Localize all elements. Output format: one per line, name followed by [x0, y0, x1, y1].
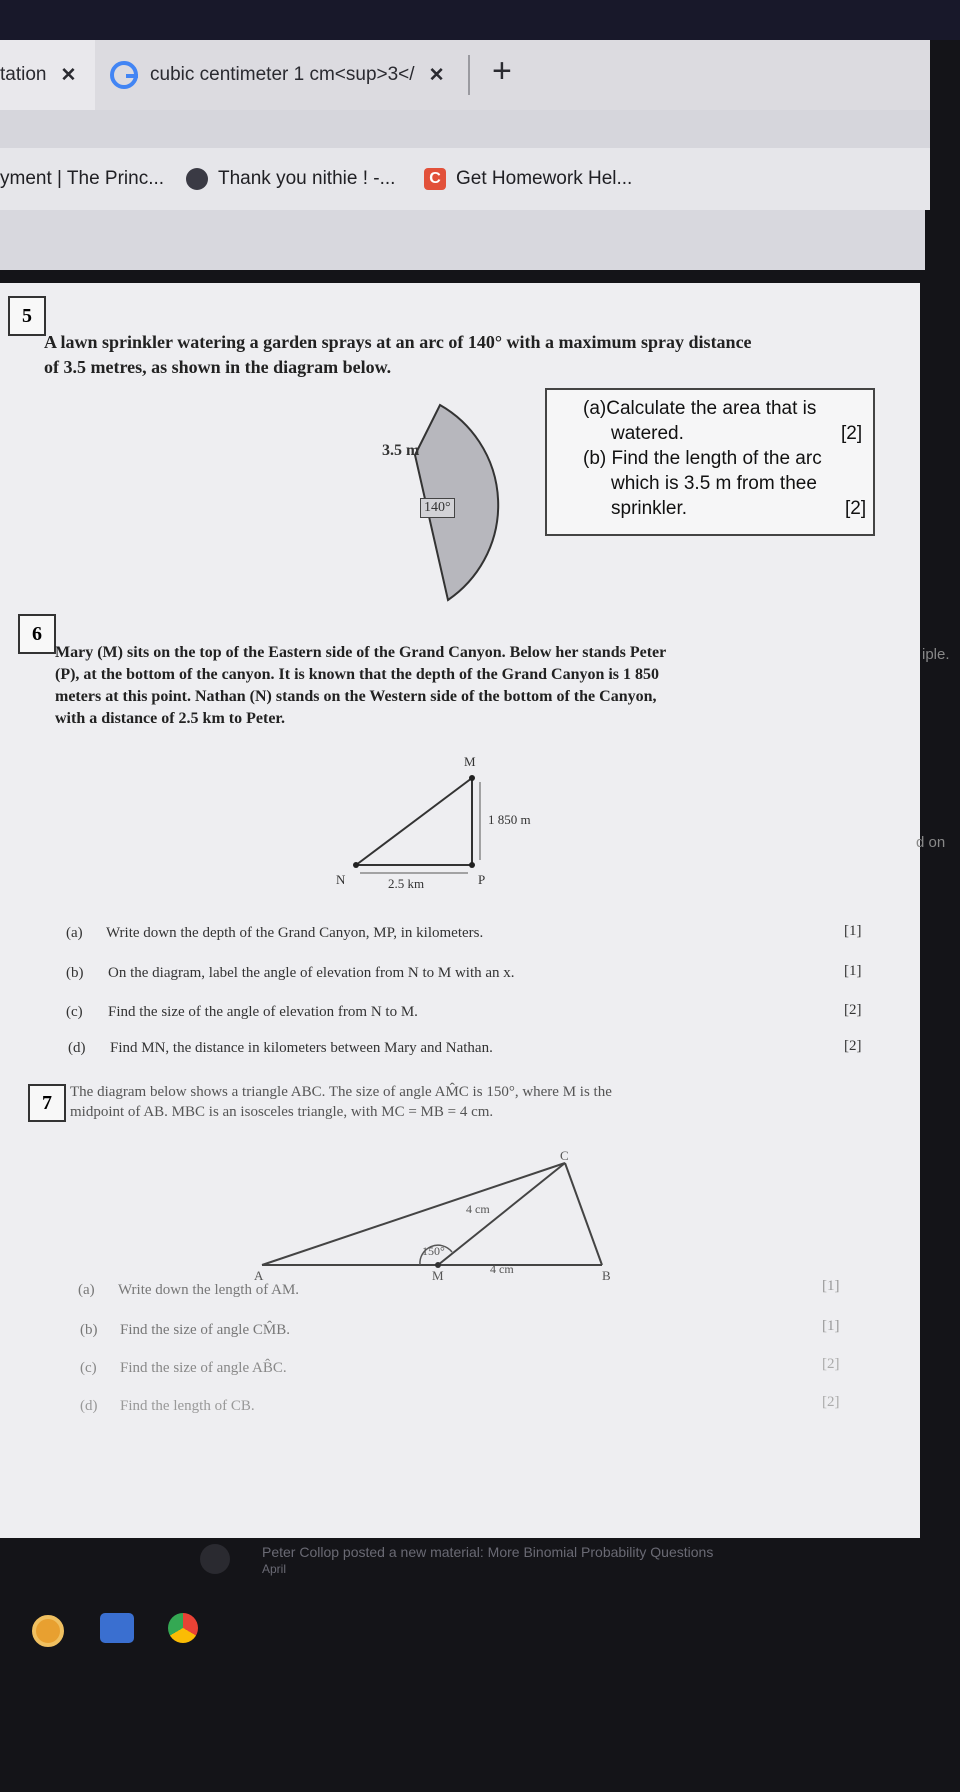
question-5-number: 5: [8, 296, 46, 336]
bookmark-2-label: Thank you nithie ! -...: [218, 168, 396, 189]
q5-part-b-line2: which is 3.5 m from thee: [611, 473, 817, 494]
files-app-icon[interactable]: [100, 1613, 134, 1643]
tab-1-close-icon[interactable]: ✕: [60, 64, 77, 86]
q6-part-d-text: Find MN, the distance in kilometers between Mary and Nathan.: [110, 1040, 493, 1056]
q6-line-4: with a distance of 2.5 km to Peter.: [55, 710, 286, 727]
q7-label-b: B: [602, 1268, 611, 1283]
google-icon: [110, 61, 138, 89]
q7-part-c-text: Find the size of angle AB̂C.: [120, 1360, 287, 1376]
q5-part-a-line2: watered.: [611, 423, 684, 444]
q5-part-b-line3: sprinkler.: [611, 498, 688, 519]
q6-part-a-mark: [1]: [844, 923, 862, 939]
q5-part-b-line1: (b) Find the length of the arc: [583, 448, 822, 469]
q7-part-b-text: Find the size of angle CM̂B.: [120, 1322, 290, 1338]
q5-radius-label: 3.5 m: [382, 442, 420, 459]
bookmark-3-label: Get Homework Hel...: [456, 168, 633, 189]
q7-part-b-mark: [1]: [822, 1318, 840, 1334]
q7-part-d-text: Find the length of CB.: [120, 1398, 255, 1414]
q6-part-b-text: On the diagram, label the angle of elevation from N to M with an x.: [108, 965, 515, 981]
q5-angle-label: 140°: [420, 498, 455, 518]
q6-part-c-text: Find the size of the angle of elevation from N to M.: [108, 1004, 418, 1020]
q6-height-label: 1 850 m: [488, 812, 531, 827]
chrome-icon[interactable]: [168, 1613, 198, 1643]
q7-part-a-mark: [1]: [822, 1278, 840, 1294]
notification-icon: [200, 1544, 230, 1574]
window-top-bar: [0, 0, 960, 40]
q5-part-a-mark: [2]: [841, 423, 863, 444]
q5-question-box: [545, 388, 875, 536]
q7-label-m: M: [432, 1268, 444, 1283]
tab-2-close-icon[interactable]: ✕: [428, 64, 445, 86]
q6-base-label: 2.5 km: [388, 876, 425, 891]
q7-part-a-label: (a): [78, 1282, 95, 1298]
q6-part-c-label: (c): [66, 1004, 83, 1020]
q6-label-n: N: [336, 872, 346, 887]
chegg-icon: C: [424, 168, 446, 190]
q5-line-1: A lawn sprinkler watering a garden sprays at an arc of 140° with a maximum spray distance: [44, 332, 752, 352]
q7-part-a-text: Write down the length of AM.: [118, 1282, 300, 1298]
bookmark-site-icon: [186, 168, 208, 190]
q6-part-a-label: (a): [66, 925, 83, 941]
bookmarks-bar: [0, 148, 930, 210]
side-text-1: iple.: [922, 646, 950, 663]
tab-strip: [0, 40, 930, 110]
q7-part-b-label: (b): [80, 1322, 98, 1338]
launcher-icon[interactable]: [32, 1615, 64, 1647]
tab-1[interactable]: [0, 40, 95, 110]
q6-label-m: M: [464, 754, 476, 769]
q6-label-p: P: [478, 872, 486, 887]
q7-mc-label: 4 cm: [466, 1202, 490, 1216]
q6-part-b-label: (b): [66, 965, 84, 981]
tab-2[interactable]: [110, 40, 470, 110]
side-text-2: d on: [916, 834, 946, 851]
taskbar: [0, 1585, 960, 1792]
toolbar-area: [0, 210, 925, 270]
tab-separator: [468, 55, 470, 95]
q5-part-a-line1: (a)Calculate the area that is: [583, 398, 817, 419]
bookmark-1-label: yment | The Princ...: [0, 168, 165, 189]
q7-part-d-label: (d): [80, 1398, 98, 1414]
q7-mb-label: 4 cm: [490, 1262, 514, 1276]
bookmark-2[interactable]: [186, 168, 395, 190]
tab-1-label: tation: [0, 64, 47, 85]
q5-line-2: of 3.5 metres, as shown in the diagram below.: [44, 357, 392, 377]
tab-2-label: cubic centimeter 1 cm<sup>3</: [150, 64, 415, 85]
notification-text: Peter Collop posted a new material: More Binomial Probability Questions: [262, 1544, 714, 1560]
q7-line-1: The diagram below shows a triangle ABC. The size of angle AM̂C is 150°, where M is the: [70, 1084, 612, 1100]
q7-label-c: C: [560, 1148, 569, 1163]
q6-line-3: meters at this point. Nathan (N) stands on the Western side of the bottom of the Canyon,: [55, 688, 657, 705]
notification-date: April: [262, 1562, 287, 1576]
q7-part-c-label: (c): [80, 1360, 97, 1376]
question-6-number: 6: [18, 614, 56, 654]
bookmark-3[interactable]: [424, 168, 632, 190]
sprinkler-sector-diagram: [370, 395, 540, 615]
q6-part-d-label: (d): [68, 1040, 86, 1056]
q6-part-a-text: Write down the depth of the Grand Canyon, MP, in kilometers.: [106, 925, 484, 941]
question-7-number: 7: [28, 1084, 66, 1122]
q7-label-a: A: [254, 1268, 264, 1283]
q7-part-c-mark: [2]: [822, 1356, 840, 1372]
q6-line-2: (P), at the bottom of the canyon. It is known that the depth of the Grand Canyon is 1 850: [55, 666, 660, 683]
q6-part-b-mark: [1]: [844, 963, 862, 979]
classroom-notification[interactable]: [200, 1540, 860, 1584]
q6-part-d-mark: [2]: [844, 1038, 862, 1054]
address-bar-area: [0, 110, 930, 148]
q7-line-2: midpoint of AB. MBC is an isosceles triangle, with MC = MB = 4 cm.: [70, 1104, 494, 1120]
q6-part-c-mark: [2]: [844, 1002, 862, 1018]
new-tab-button[interactable]: +: [492, 52, 512, 90]
q7-angle-label: 150°: [422, 1244, 445, 1258]
q7-part-d-mark: [2]: [822, 1394, 840, 1410]
bookmark-1[interactable]: [0, 168, 164, 190]
q5-part-b-mark: [2]: [845, 498, 867, 519]
q6-line-1: Mary (M) sits on the top of the Eastern side of the Grand Canyon. Below her stands Peter: [55, 644, 667, 661]
